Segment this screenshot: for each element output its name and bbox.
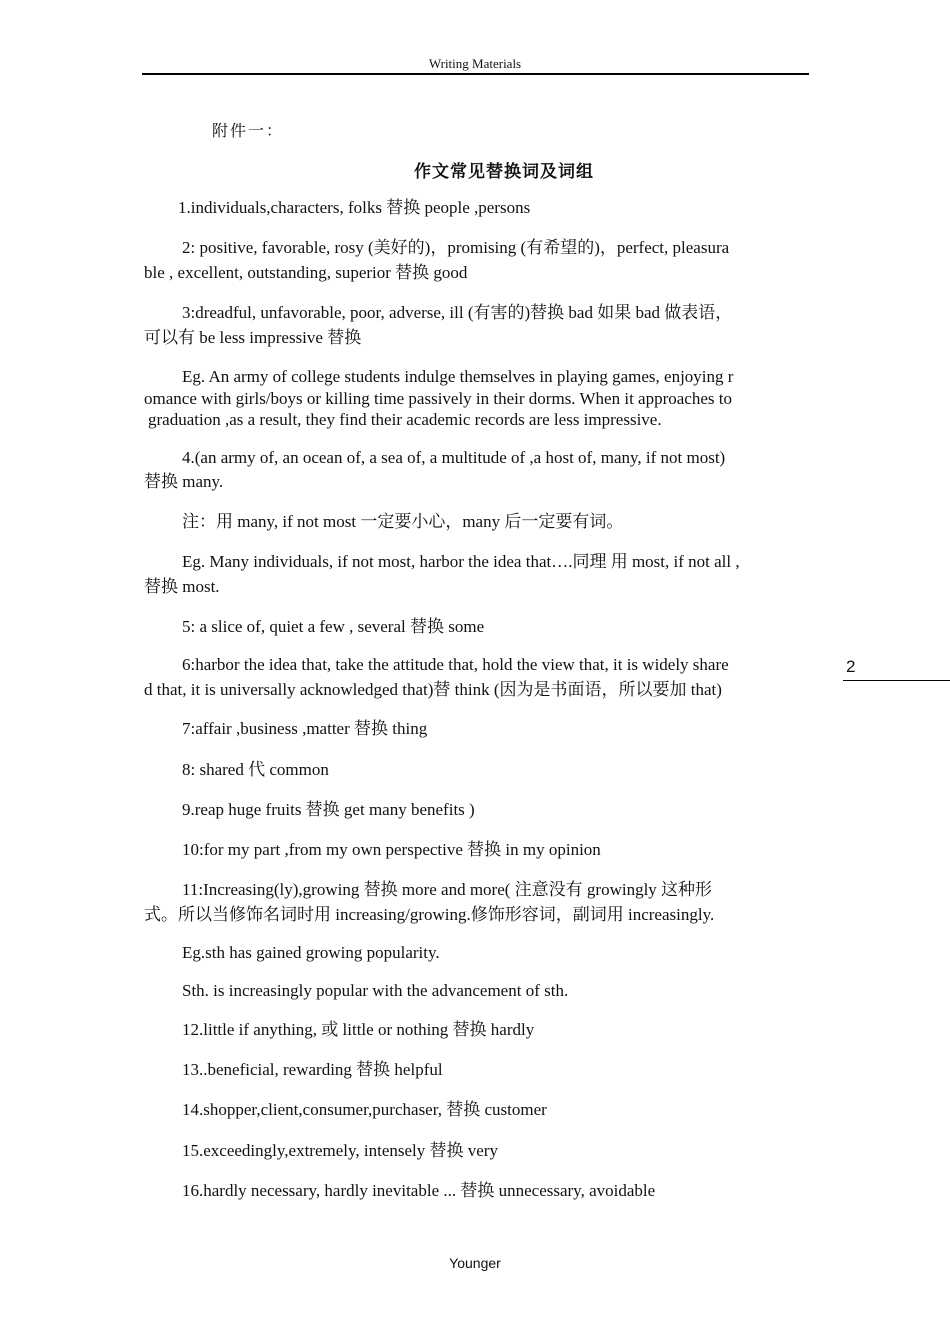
text-line: 3:dreadful, unfavorable, poor, adverse, ill (有害的)替换 bad 如果 bad 做表语， (182, 303, 733, 322)
text-line: 15.exceedingly,extremely, intensely 替换 very (182, 1141, 498, 1160)
running-footer: Younger (449, 1255, 501, 1271)
text-line: Eg.sth has gained growing popularity. (182, 943, 440, 962)
text-line: 注：用 many, if not most 一定要小心，many 后一定要有词。 (182, 512, 624, 531)
text-line: 式。所以当修饰名词时用 increasing/growing.修饰形容词，副词用 increasingly. (144, 905, 715, 924)
header-rule (142, 73, 809, 75)
text-line: 14.shopper,client,consumer,purchaser, 替换 customer (182, 1100, 547, 1119)
text-line: 替换 many. (144, 472, 224, 491)
text-line: omance with girls/boys or killing time passively in their dorms. When it approaches to (144, 389, 732, 408)
text-line: 13..beneficial, rewarding 替换 helpful (182, 1060, 443, 1079)
text-line: 10:for my part ,from my own perspective 替换 in my opinion (182, 840, 601, 859)
text-line: 11:Increasing(ly),growing 替换 more and more( 注意没有 growingly 这种形 (182, 880, 713, 899)
text-line: graduation ,as a result, they find their academic records are less impressive. (148, 410, 662, 429)
text-line: Eg. Many individuals, if not most, harbor the idea that….同理 用 most, if not all , (182, 552, 740, 571)
text-line: Sth. is increasingly popular with the advancement of sth. (182, 981, 569, 1000)
text-line: 16.hardly necessary, hardly inevitable ... 替换 unnecessary, avoidable (182, 1181, 656, 1200)
text-line: 可以有 be less impressive 替换 (144, 328, 362, 347)
text-line: Eg. An army of college students indulge themselves in playing games, enjoying r (182, 367, 734, 386)
text-line: 4.(an army of, an ocean of, a sea of, a multitude of ,a host of, many, if not most) (182, 448, 726, 467)
text-line: 5: a slice of, quiet a few , several 替换 some (182, 617, 485, 636)
text-line: ble , excellent, outstanding, superior 替换 good (144, 263, 468, 282)
text-line: 9.reap huge fruits 替换 get many benefits ) (182, 800, 475, 819)
text-line: 6:harbor the idea that, take the attitude that, hold the view that, it is widely share (182, 655, 729, 674)
text-line: 替换 most. (144, 577, 220, 596)
document-title: 作文常见替换词及词组 (414, 162, 594, 182)
running-header: Writing Materials (428, 56, 522, 71)
text-line: 1.individuals,characters, folks 替换 people ,persons (178, 198, 531, 217)
text-line: 7:affair ,business ,matter 替换 thing (182, 719, 428, 738)
text-line: 8: shared 代 common (182, 760, 329, 779)
text-line: d that, it is universally acknowledged that)替 think (因为是书面语，所以要加 that) (144, 680, 722, 699)
text-line: 2: positive, favorable, rosy (美好的)，promising (有希望的)，perfect, pleasura (182, 238, 730, 257)
text-line: 12.little if anything, 或 little or nothing 替换 hardly (182, 1020, 535, 1039)
page-number: 2 (846, 657, 856, 676)
page-number-rule (843, 680, 950, 681)
attachment-label: 附件一： (212, 121, 285, 140)
